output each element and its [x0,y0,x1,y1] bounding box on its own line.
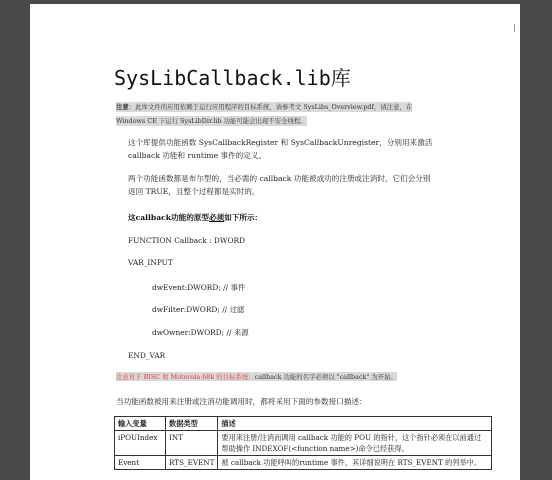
table-row [115,456,492,470]
prototype-heading-prefix: 这callback功能的原型 [128,213,209,222]
table-header-row [115,417,492,431]
table-cell: 被 callback 功能呼叫的runtime 事件，其详细说明在 RTS_EVENT 的列举中。 [218,456,492,470]
table-cell: 要用来注册/注消而调用 callback 功能的 POU 的指针，这个指针必须在以前通过帮助操作 INDEXOF(<function name>)命令已经获得。 [218,431,492,456]
table-header-cell: 数据类型 [166,417,218,431]
code-line-end-var: END_VAR [128,351,166,360]
code-line-var-input: VAR_INPUT [128,258,173,267]
table-header-cell: 描述 [218,417,492,431]
prototype-heading-underlined: 必须 [209,213,225,222]
margin-mark [514,24,515,32]
table-row [115,431,492,456]
table-cell: INT [166,431,218,456]
document-page [30,4,520,480]
note-line2: Windows CE 下运行 SysLibDir.lib 功能可能会出现不安全线程。 [116,117,307,125]
parameter-table [114,416,492,470]
note-highlight [116,102,412,112]
target-system-note-red: 注意对于 RISC 和 Motorola 68k 的目标系统 [116,373,249,381]
code-line-dwfilter: dwFilter:DWORD; // 过滤 [152,305,245,314]
note-label: 注意 [116,103,129,111]
paragraph-1: 这个库提供功能函数 SysCallbackRegister 和 SysCallbackUnregister，分别用来激活 callback 功能和 runtime 事件的定义。 [128,138,433,160]
target-system-note [116,372,397,381]
target-system-note-rest: ：callback 功能的名字必须以 "callback" 为开始。 [248,373,397,381]
prototype-heading [128,212,262,223]
table-cell: Event [115,456,166,470]
paragraph-2: 两个功能函数都是布尔型的，当必需的 callback 功能被成功的注册或注消时，它们会分别返回 TRUE，且整个过程都是实时的。 [128,174,431,196]
page-title: SysLibCallback.lib库 [114,66,351,90]
table-cell: RTS_EVENT [166,456,218,470]
parameter-intro: 当功能函数被用来注册或注消功能调用时，都将采用下面的参数接口描述： [116,397,367,406]
code-line-function: FUNCTION Callback : DWORD [128,236,246,245]
code-line-dwevent: dwEvent:DWORD; // 事件 [152,283,246,292]
code-line-dwowner: dwOwner:DWORD; // 来源 [152,328,249,337]
note-line1: ：此库文件的应用依赖于运行应用程序的目标系统，请参考文 SysLibs_Overview.pdf，请注意，在 [128,103,413,111]
table-cell: iPOUIndex [115,431,166,456]
prototype-heading-suffix: 如下所示： [224,213,263,222]
note-paragraph [116,100,446,128]
table-header-cell: 输入变量 [115,417,166,431]
